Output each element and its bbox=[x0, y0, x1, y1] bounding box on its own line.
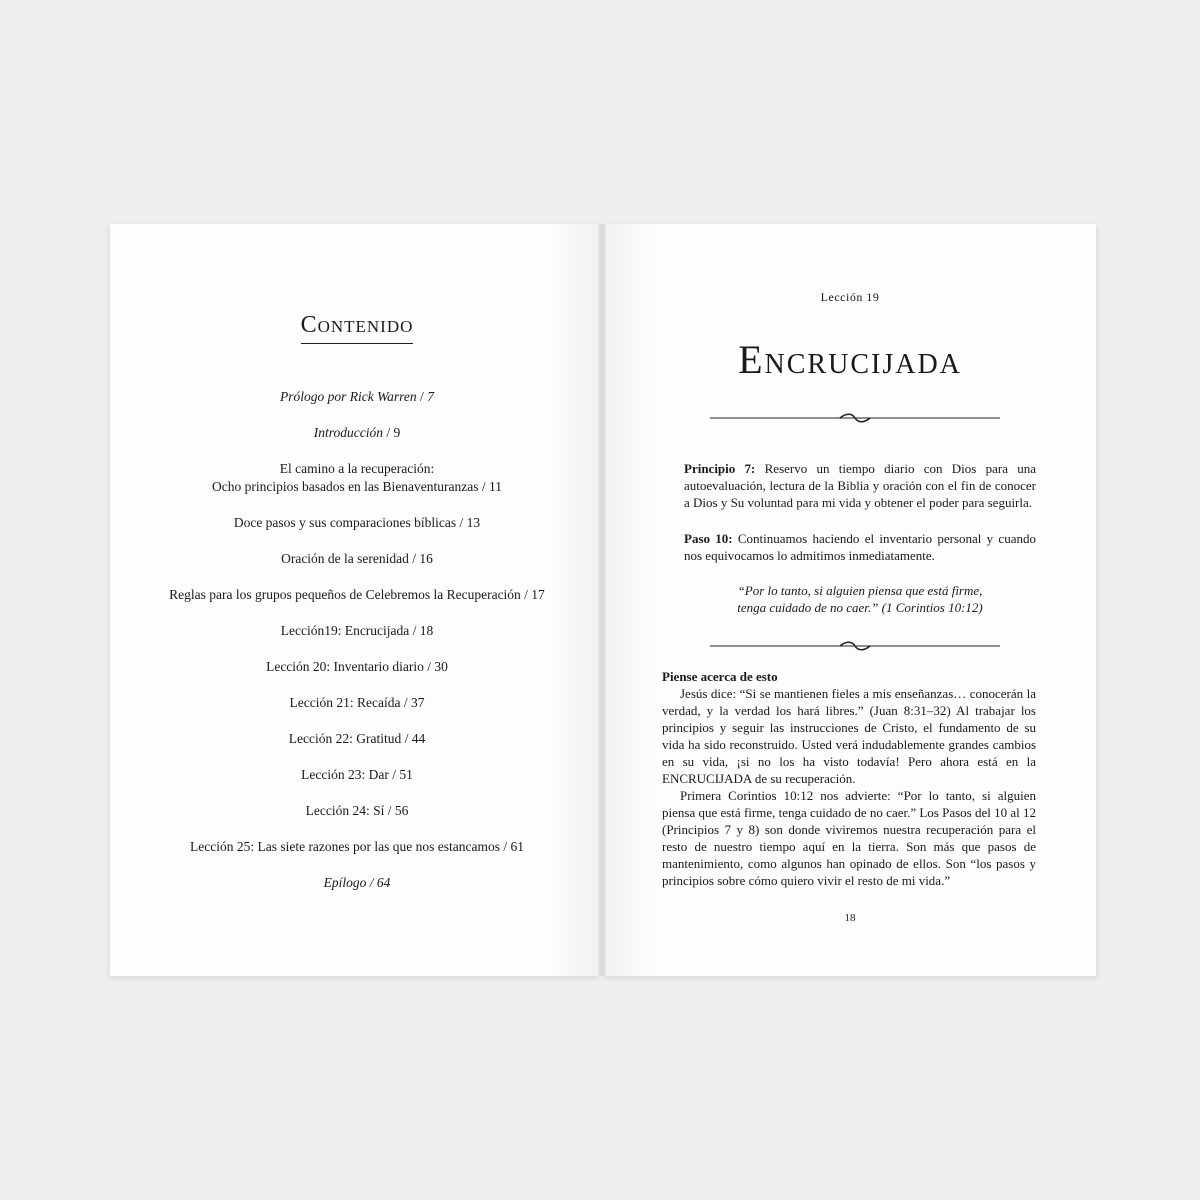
ornamental-divider bbox=[710, 410, 1000, 426]
step-text: Continuamos haciendo el inventario personal y cuando nos equivocamos lo admitimos inmediatamente. bbox=[684, 531, 1036, 563]
toc-item-page: 64 bbox=[376, 875, 391, 890]
toc-item-line2: Ocho principios basados en las Bienaventuranzas / 11 bbox=[211, 479, 503, 494]
toc-item-leccion-25 bbox=[110, 838, 604, 874]
toc-item-page: 7 bbox=[427, 389, 434, 404]
toc-item-epilogo: Epílogo / 64 bbox=[323, 875, 391, 890]
toc-title-text: Contenido bbox=[301, 312, 414, 344]
section-body bbox=[662, 685, 1036, 889]
toc-item-text: Prólogo por Rick Warren bbox=[280, 389, 417, 404]
toc-item-text: Lección 25: Las siete razones por las que nos estancamos / 61 bbox=[189, 839, 525, 854]
toc-item-text: Lección 24: Sí / 56 bbox=[305, 803, 409, 818]
toc-item-introduccion: Introducción / 9 bbox=[313, 425, 401, 440]
toc-item-line1: El camino a la recuperación: bbox=[279, 461, 435, 476]
step-paragraph bbox=[684, 530, 1036, 564]
toc-item-prologo: Prólogo por Rick Warren / 7 bbox=[280, 389, 434, 404]
toc-item-reglas bbox=[110, 586, 604, 622]
toc-item-text: Lección19: Encrucijada / 18 bbox=[280, 623, 434, 638]
principle-paragraph bbox=[684, 460, 1036, 511]
toc-item-leccion-22 bbox=[110, 730, 604, 766]
toc-item-leccion-20 bbox=[110, 658, 604, 694]
toc-title bbox=[110, 312, 604, 344]
toc-item-text: Lección 20: Inventario diario / 30 bbox=[266, 659, 448, 674]
section-heading: Piense acerca de esto bbox=[662, 669, 778, 684]
toc-item-text: Lección 21: Recaída / 37 bbox=[289, 695, 425, 710]
toc-item-oracion bbox=[110, 550, 604, 586]
page-number: 18 bbox=[844, 912, 856, 924]
chapter-title: Encrucijada bbox=[738, 337, 962, 382]
body-paragraph: Jesús dice: “Si se mantienen fieles a mis enseñanzas… conocerán la verdad, y la verdad los hará libres.” (Juan 8:31–32) Al trabajar los principios y seguir las instrucciones de Cristo, el fundamento de su vida ha sido reconstruido. Usted verá indudablemente grandes cambios en su vida, ¡si no los ha visto todavía! Pero ahora está en la ENCRUCIJADA de su recuperación. bbox=[662, 686, 1036, 786]
toc-item-text: Lección 22: Gratitud / 44 bbox=[288, 731, 426, 746]
table-of-contents bbox=[110, 388, 604, 910]
toc-item-leccion-23 bbox=[110, 766, 604, 802]
principle-text: Reservo un tiempo diario con Dios para una autoevaluación, lectura de la Biblia y oración con el fin de conocer a Dios y Su voluntad para mi vida y obtener el poder para seguirla. bbox=[684, 461, 1036, 510]
ornamental-divider bbox=[710, 638, 1000, 654]
toc-item-text: Oración de la serenidad / 16 bbox=[281, 551, 433, 566]
toc-item-text: Epílogo bbox=[323, 875, 367, 890]
open-book bbox=[110, 224, 1096, 976]
quote-line-1: “Por lo tanto, si alguien piensa que está firme, bbox=[737, 583, 983, 598]
toc-item-leccion-24 bbox=[110, 802, 604, 838]
step-label: Paso 10: bbox=[684, 531, 733, 546]
toc-item-leccion-21 bbox=[110, 694, 604, 730]
quote-line-2: tenga cuidado de no caer.” (1 Corintios 10:12) bbox=[737, 600, 983, 615]
body-paragraph: Primera Corintios 10:12 nos advierte: “Por lo tanto, si alguien piensa que está firme, tenga cuidado de no caer.” Los Pasos del 10 al 12 (Principios 7 y 8) son donde viviremos nuestra recuperación para el resto de nuestro tiempo aquí en la tierra. Son más que pasos de mantenimiento, como algunos han opinado de ellos. Son “los pasos y principios sobre cómo quiero vivir el resto de mi vida.” bbox=[662, 788, 1036, 888]
toc-item-text: Lección 23: Dar / 51 bbox=[301, 767, 413, 782]
scripture-quote bbox=[684, 582, 1036, 616]
principle-label: Principio 7: bbox=[684, 461, 756, 476]
lesson-label: Lección 19 bbox=[820, 290, 880, 304]
toc-item-doce-pasos bbox=[110, 514, 604, 550]
toc-item-page: 9 bbox=[393, 425, 401, 440]
toc-item-camino bbox=[110, 460, 604, 514]
toc-item-text: Doce pasos y sus comparaciones bíblicas / 13 bbox=[233, 515, 481, 530]
toc-item-text: Reglas para los grupos pequeños de Celebremos la Recuperación / 17 bbox=[169, 587, 545, 602]
toc-item-leccion-19 bbox=[110, 622, 604, 658]
toc-item-text: Introducción bbox=[313, 425, 383, 440]
